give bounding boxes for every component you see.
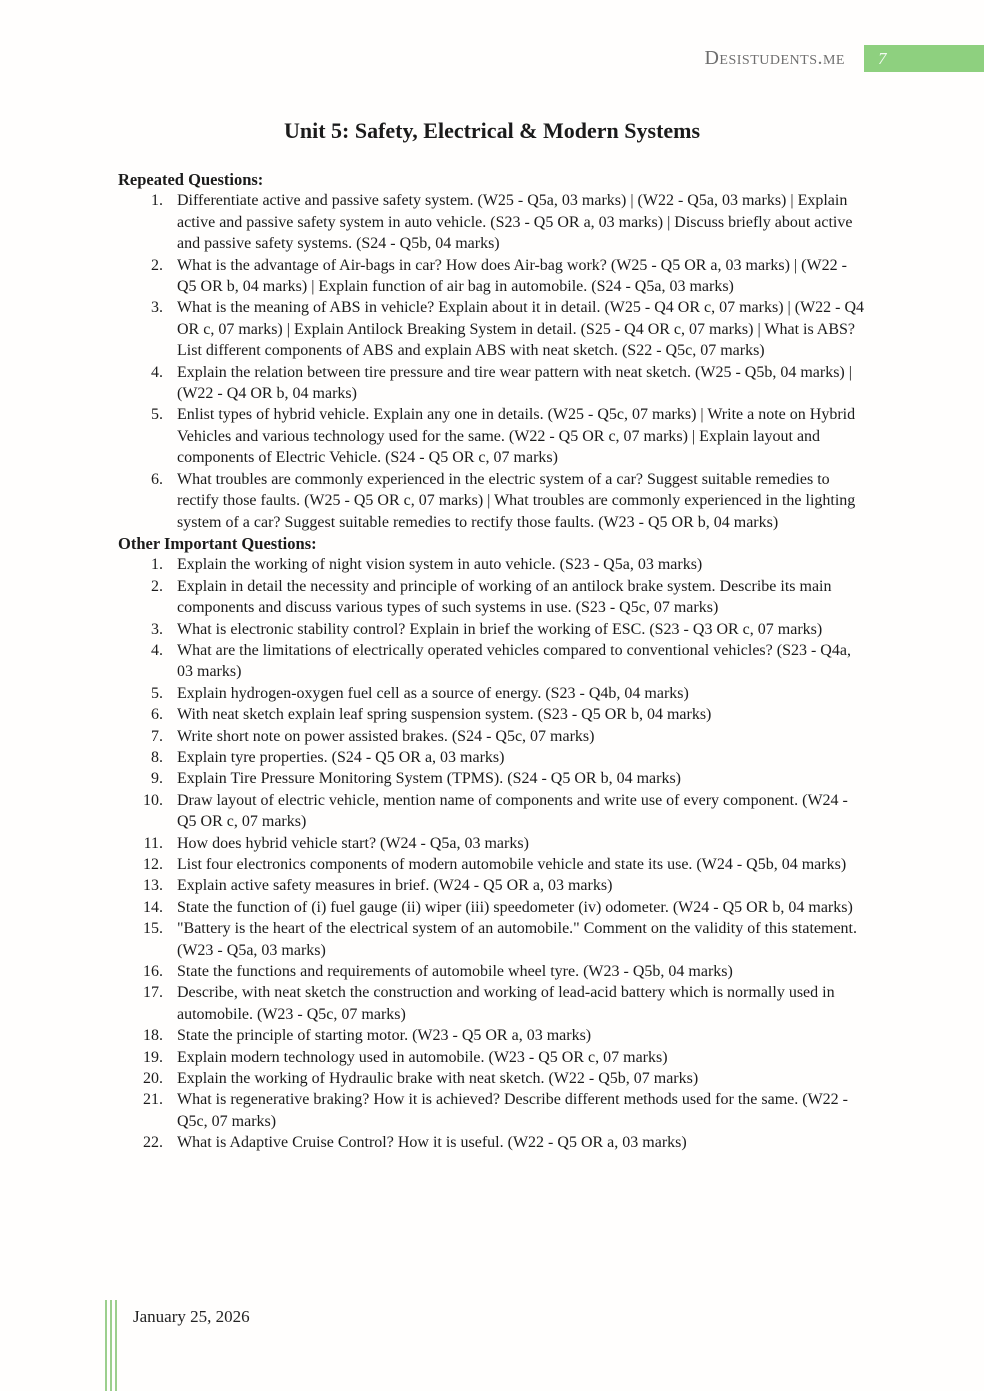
document-content [118,117,866,1154]
question-number: 6. [151,470,163,488]
question-item [118,747,866,768]
other-important-questions-list [118,554,866,1153]
question-text: Describe, with neat sketch the construction and working of lead-acid battery which is normally used in automobile. (W23 - Q5c, 07 marks) [177,984,835,1023]
question-text: Draw layout of electric vehicle, mention name of components and write use of every component. (W24 - Q5 OR c, 07 marks) [177,791,848,831]
question-item [118,961,866,982]
question-number: 20. [143,1070,163,1088]
question-item [118,854,866,875]
question-item [118,1089,866,1132]
question-text: What is the meaning of ABS in vehicle? Explain about it in detail. (W25 - Q4 OR c, 07 marks) | (W22 - Q4 OR c, 07 marks) | Explain Antilock Breaking System in detail. (S25 - Q4 OR c, 07 marks) | What is ABS? List different components of ABS and explain ABS with neat sketch. (S22 - Q5c, 07 marks) [177,299,865,360]
question-number: 2. [151,577,163,595]
question-text: State the principle of starting motor. (W23 - Q5 OR a, 03 marks) [177,1027,592,1045]
question-item [118,1047,866,1068]
question-item [118,1068,866,1089]
question-number: 18. [143,1027,163,1045]
question-text: How does hybrid vehicle start? (W24 - Q5a, 03 marks) [177,834,529,852]
question-item [118,362,866,405]
question-text: Explain Tire Pressure Monitoring System (TPMS). (S24 - Q5 OR b, 04 marks) [177,770,681,788]
question-number: 22. [143,1134,163,1152]
question-text: What are the limitations of electrically operated vehicles compared to conventional vehicles? (S23 - Q4a, 03 marks) [177,641,851,681]
question-number: 12. [143,856,163,873]
question-number: 5. [151,406,163,424]
question-item [118,833,866,854]
question-text: List four electronics components of modern automobile vehicle and state its use. (W24 - Q5b, 04 marks) [177,856,847,873]
green-vertical-line [105,1300,107,1391]
page-header [0,45,984,72]
question-text: State the function of (i) fuel gauge (ii) wiper (iii) speedometer (iv) odometer. (W24 - Q5 OR b, 04 marks) [177,898,853,916]
question-item [118,918,866,961]
question-number: 7. [151,727,163,745]
question-text: What is regenerative braking? How it is achieved? Describe different methods used for the same. (W22 - Q5c, 07 marks) [177,1091,849,1130]
question-text: Differentiate active and passive safety system. (W25 - Q5a, 03 marks) | (W22 - Q5a, 03 marks) | Explain active and passive safety system in auto vehicle. (S23 - Q5 OR a, 03 marks) | Discuss briefly about active and passive safety systems. (S24 - Q5b, 04 marks) [177,192,853,253]
question-item [118,576,866,619]
green-vertical-line [110,1300,112,1391]
question-item [118,768,866,789]
question-text: What is Adaptive Cruise Control? How it is useful. (W22 - Q5 OR a, 03 marks) [177,1134,687,1152]
question-number: 15. [143,920,163,938]
question-item [118,1132,866,1153]
section-heading-repeated-questions: Repeated Questions: [118,170,264,189]
question-text: What is electronic stability control? Explain in brief the working of ESC. (S23 - Q3 OR c, 07 marks) [177,620,823,638]
question-number: 3. [151,620,163,638]
question-number: 19. [143,1048,163,1066]
question-number: 3. [151,299,163,317]
question-number: 17. [143,984,163,1002]
question-item [118,469,866,533]
question-text: Explain active safety measures in brief. (W24 - Q5 OR a, 03 marks) [177,877,613,895]
question-text: State the functions and requirements of automobile wheel tyre. (W23 - Q5b, 04 marks) [177,963,733,981]
question-number: 1. [151,556,163,574]
question-item [118,255,866,298]
question-item [118,297,866,361]
question-text: Explain in detail the necessity and principle of working of an antilock brake system. Describe its main components and discuss various types of such systems in use. (S23 - Q5c, 07 marks) [177,577,832,617]
question-item [118,790,866,833]
question-text: With neat sketch explain leaf spring suspension system. (S23 - Q5 OR b, 04 marks) [177,706,712,724]
repeated-questions-list [118,190,866,533]
page-title: Unit 5: Safety, Electrical & Modern Systems [283,118,701,143]
question-text: What troubles are commonly experienced in the electric system of a car? Suggest suitable remedies to rectify those faults. (W25 - Q5 OR c, 07 marks) | What troubles are commonly experienced in the lighting system of a car? Suggest suitable remedies to rectify those faults. (W23 - Q5 OR b, 04 marks) [177,470,856,531]
question-number: 4. [151,363,163,381]
question-number: 11. [143,834,163,852]
question-item [118,1025,866,1046]
question-number: 2. [151,256,163,274]
question-number: 13. [143,877,163,895]
question-number: 4. [151,641,163,659]
question-item [118,982,866,1025]
question-number: 16. [143,963,163,981]
question-text: Explain the relation between tire pressure and tire wear pattern with neat sketch. (W25 - Q5b, 04 marks) | (W22 - Q4 OR b, 04 marks) [177,363,852,403]
green-vertical-line [115,1300,117,1391]
question-text: What is the advantage of Air-bags in car? How does Air-bag work? (W25 - Q5 OR a, 03 marks) | (W22 - Q5 OR b, 04 marks) | Explain function of air bag in automobile. (S24 - Q5a, 03 marks) [177,256,847,296]
question-item [118,683,866,704]
question-item [118,190,866,254]
question-number: 10. [143,791,163,809]
question-item [118,640,866,683]
question-number: 6. [151,706,163,724]
footer-date: January 25, 2026 [133,1307,250,1326]
page-number-badge: 7 [864,45,984,72]
question-item [118,726,866,747]
question-number: 8. [151,748,163,766]
question-text: "Battery is the heart of the electrical system of an automobile." Comment on the validity of this statement. (W23 - Q5a, 03 marks) [177,920,857,959]
question-number: 1. [151,192,163,210]
question-text: Explain tyre properties. (S24 - Q5 OR a, 03 marks) [177,748,505,766]
question-text: Write short note on power assisted brakes. (S24 - Q5c, 07 marks) [177,727,595,745]
question-item [118,554,866,575]
question-text: Enlist types of hybrid vehicle. Explain any one in details. (W25 - Q5c, 07 marks) | Write a note on Hybrid Vehicles and various technology used for the same. (W22 - Q5 OR c, 07 marks) | Explain layout and components of Electric Vehicle. (S24 - Q5 OR c, 07 marks) [177,406,856,467]
question-item [118,897,866,918]
question-item [118,875,866,896]
question-number: 21. [143,1091,163,1109]
question-number: 14. [143,898,163,916]
question-number: 9. [151,770,163,788]
question-text: Explain the working of night vision system in auto vehicle. (S23 - Q5a, 03 marks) [177,556,703,574]
site-name: Desistudents.me [704,47,845,69]
question-text: Explain modern technology used in automobile. (W23 - Q5 OR c, 07 marks) [177,1048,668,1066]
question-text: Explain the working of Hydraulic brake with neat sketch. (W22 - Q5b, 07 marks) [177,1070,699,1088]
question-text: Explain hydrogen-oxygen fuel cell as a source of energy. (S23 - Q4b, 04 marks) [177,684,689,702]
section-heading-other-important-questions: Other Important Questions: [118,533,317,553]
question-item [118,404,866,468]
footer-decoration-lines [105,1300,120,1391]
question-number: 5. [151,684,163,702]
question-item [118,704,866,725]
question-item [118,619,866,640]
